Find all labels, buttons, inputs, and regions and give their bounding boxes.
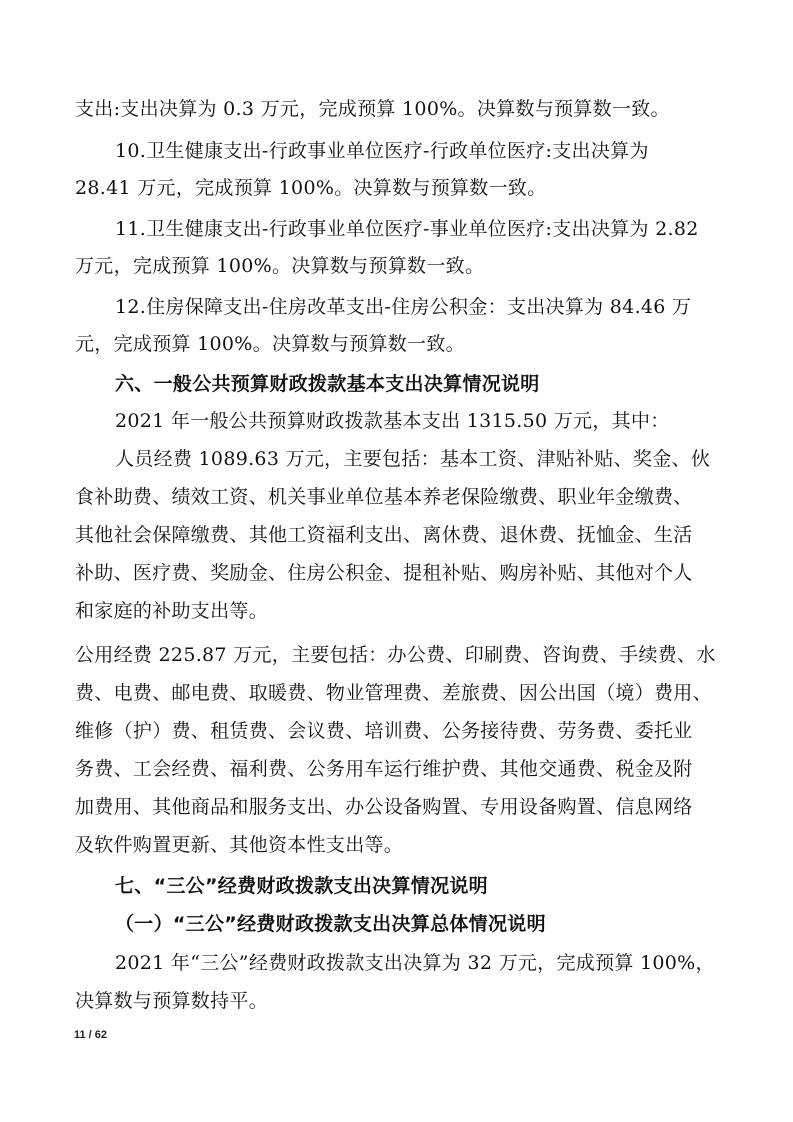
public-expense-line-6: 及软件购置更新、其他资本性支出等。: [75, 834, 404, 856]
section-7-heading: 七、“三公”经费财政拨款支出决算情况说明: [115, 875, 488, 897]
public-expense-line-4: 务费、工会经费、福利费、公务用车运行维护费、其他交通费、税金及附: [75, 758, 693, 780]
personnel-expense-line-3: 其他社会保障缴费、其他工资福利支出、离休费、退休费、抚恤金、生活: [75, 524, 693, 546]
personnel-expense-line-5: 和家庭的补助支出等。: [75, 600, 269, 622]
public-expense-line-2: 费、电费、邮电费、取暖费、物业管理费、差旅费、因公出国（境）费用、: [75, 682, 712, 704]
basic-expenditure-summary: 2021 年一般公共预算财政拨款基本支出 1315.50 万元，其中：: [115, 410, 670, 432]
item-11-line-1: 11.卫生健康支出-行政事业单位医疗-事业单位医疗:支出决算为 2.82: [115, 218, 699, 240]
item-10-line-1: 10.卫生健康支出-行政事业单位医疗-行政单位医疗:支出决算为: [115, 140, 649, 162]
three-public-summary-line-1: 2021 年“三公”经费财政拨款支出决算为 32 万元，完成预算 100%，: [115, 952, 715, 974]
subsection-1-heading: （一）“三公”经费财政拨款支出决算总体情况说明: [115, 913, 546, 935]
section-6-heading: 六、一般公共预算财政拨款基本支出决算情况说明: [115, 373, 540, 395]
item-11-line-2: 万元，完成预算 100%。决算数与预算数一致。: [75, 255, 485, 277]
public-expense-line-5: 加费用、其他商品和服务支出、办公设备购置、专用设备购置、信息网络: [75, 796, 693, 818]
page-number: 11 / 62: [74, 1029, 108, 1041]
public-expense-line-3: 维修（护）费、租赁费、会议费、培训费、公务接待费、劳务费、委托业: [75, 720, 693, 742]
personnel-expense-line-1: 人员经费 1089.63 万元，主要包括：基本工资、津贴补贴、奖金、伙: [115, 448, 711, 470]
personnel-expense-line-4: 补助、医疗费、奖励金、住房公积金、提租补贴、购房补贴、其他对个人: [75, 562, 693, 584]
public-expense-line-1: 公用经费 225.87 万元，主要包括：办公费、印刷费、咨询费、手续费、水: [75, 644, 716, 666]
item-12-line-2: 元，完成预算 100%。决算数与预算数一致。: [75, 333, 465, 355]
text-line-1: 支出:支出决算为 0.3 万元，完成预算 100%。决算数与预算数一致。: [75, 98, 670, 120]
item-10-line-2: 28.41 万元，完成预算 100%。决算数与预算数一致。: [75, 177, 547, 199]
three-public-summary-line-2: 决算数与预算数持平。: [75, 990, 269, 1012]
personnel-expense-line-2: 食补助费、绩效工资、机关事业单位基本养老保险缴费、职业年金缴费、: [75, 486, 693, 508]
item-12-line-1: 12.住房保障支出-住房改革支出-住房公积金：支出决算为 84.46 万: [115, 296, 692, 318]
